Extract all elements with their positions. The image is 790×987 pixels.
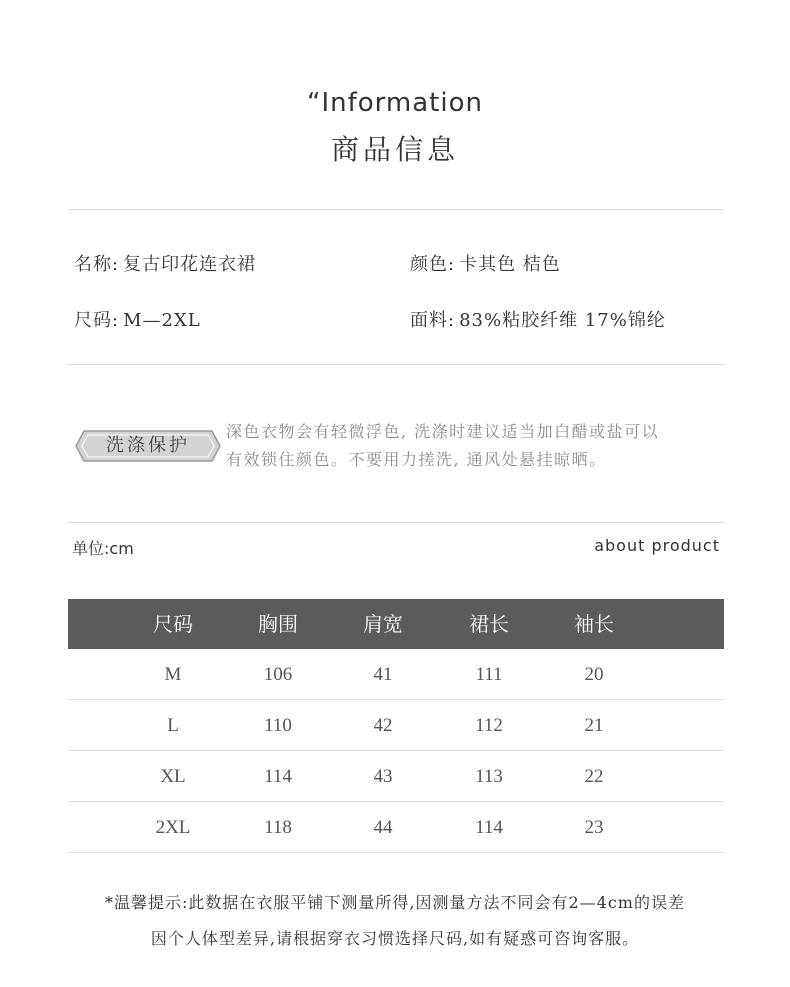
about-product-label: about product [594, 536, 720, 555]
tip-line-2: 因个人体型差异,请根据穿衣习惯选择尺码,如有疑惑可咨询客服。 [150, 929, 640, 948]
badge-label: 洗涤保护 [106, 435, 190, 456]
size-value: M—2XL [123, 310, 201, 331]
cell-sleeve: 22 [584, 766, 604, 787]
table-row [68, 802, 724, 853]
cell-size: 2XL [155, 817, 191, 838]
header-shoulder: 肩宽 [363, 612, 403, 636]
care-instructions [226, 418, 726, 474]
cell-length: 111 [475, 664, 503, 685]
cell-shoulder: 44 [373, 817, 393, 838]
title-english: “Information [307, 88, 483, 118]
size-label: 尺码: [74, 310, 120, 331]
cell-bust: 114 [264, 766, 292, 787]
care-line-2: 有效锁住颜色。不要用力搓洗, 通风处悬挂晾晒。 [226, 450, 607, 469]
name-label: 名称: [74, 254, 120, 275]
table-header [68, 599, 724, 649]
cell-shoulder: 43 [373, 766, 393, 787]
header-sleeve: 袖长 [574, 612, 614, 636]
divider [68, 364, 724, 365]
cell-bust: 110 [264, 715, 292, 736]
fabric-label: 面料: [410, 310, 456, 331]
unit-label: 单位:cm [72, 539, 134, 558]
info-color [410, 250, 561, 276]
care-line-1: 深色衣物会有轻微浮色, 洗涤时建议适当加白醋或盐可以 [226, 422, 660, 441]
cell-bust: 106 [263, 664, 293, 685]
cell-shoulder: 41 [373, 664, 393, 685]
table-row [68, 700, 724, 751]
header-bust: 胸围 [258, 612, 298, 636]
info-fabric [410, 306, 666, 332]
header-length: 裙长 [469, 612, 509, 636]
info-size [74, 306, 201, 332]
cell-shoulder: 42 [373, 715, 393, 736]
divider [68, 522, 724, 523]
cell-bust: 118 [264, 817, 292, 838]
title-chinese: 商品信息 [330, 133, 459, 166]
name-value: 复古印花连衣裙 [123, 254, 257, 275]
divider [68, 209, 724, 210]
cell-length: 114 [475, 817, 503, 838]
table-row [68, 649, 724, 700]
cell-sleeve: 20 [584, 664, 604, 685]
info-name [74, 250, 256, 276]
cell-sleeve: 21 [584, 715, 604, 736]
size-table [68, 599, 724, 853]
cell-size: M [164, 664, 182, 685]
cell-size: L [167, 715, 179, 736]
table-row [68, 751, 724, 802]
wash-care-badge [74, 428, 222, 464]
tip-line-1: *温馨提示:此数据在衣服平铺下测量所得,因测量方法不同会有2—4cm的误差 [105, 893, 685, 912]
cell-sleeve: 23 [584, 817, 604, 838]
cell-length: 113 [475, 766, 503, 787]
fabric-value: 83%粘胶纤维 17%锦纶 [459, 310, 666, 331]
header-size: 尺码 [153, 612, 193, 636]
color-label: 颜色: [410, 254, 456, 275]
cell-length: 112 [475, 715, 503, 736]
color-value: 卡其色 桔色 [459, 254, 561, 275]
cell-size: XL [160, 766, 186, 787]
